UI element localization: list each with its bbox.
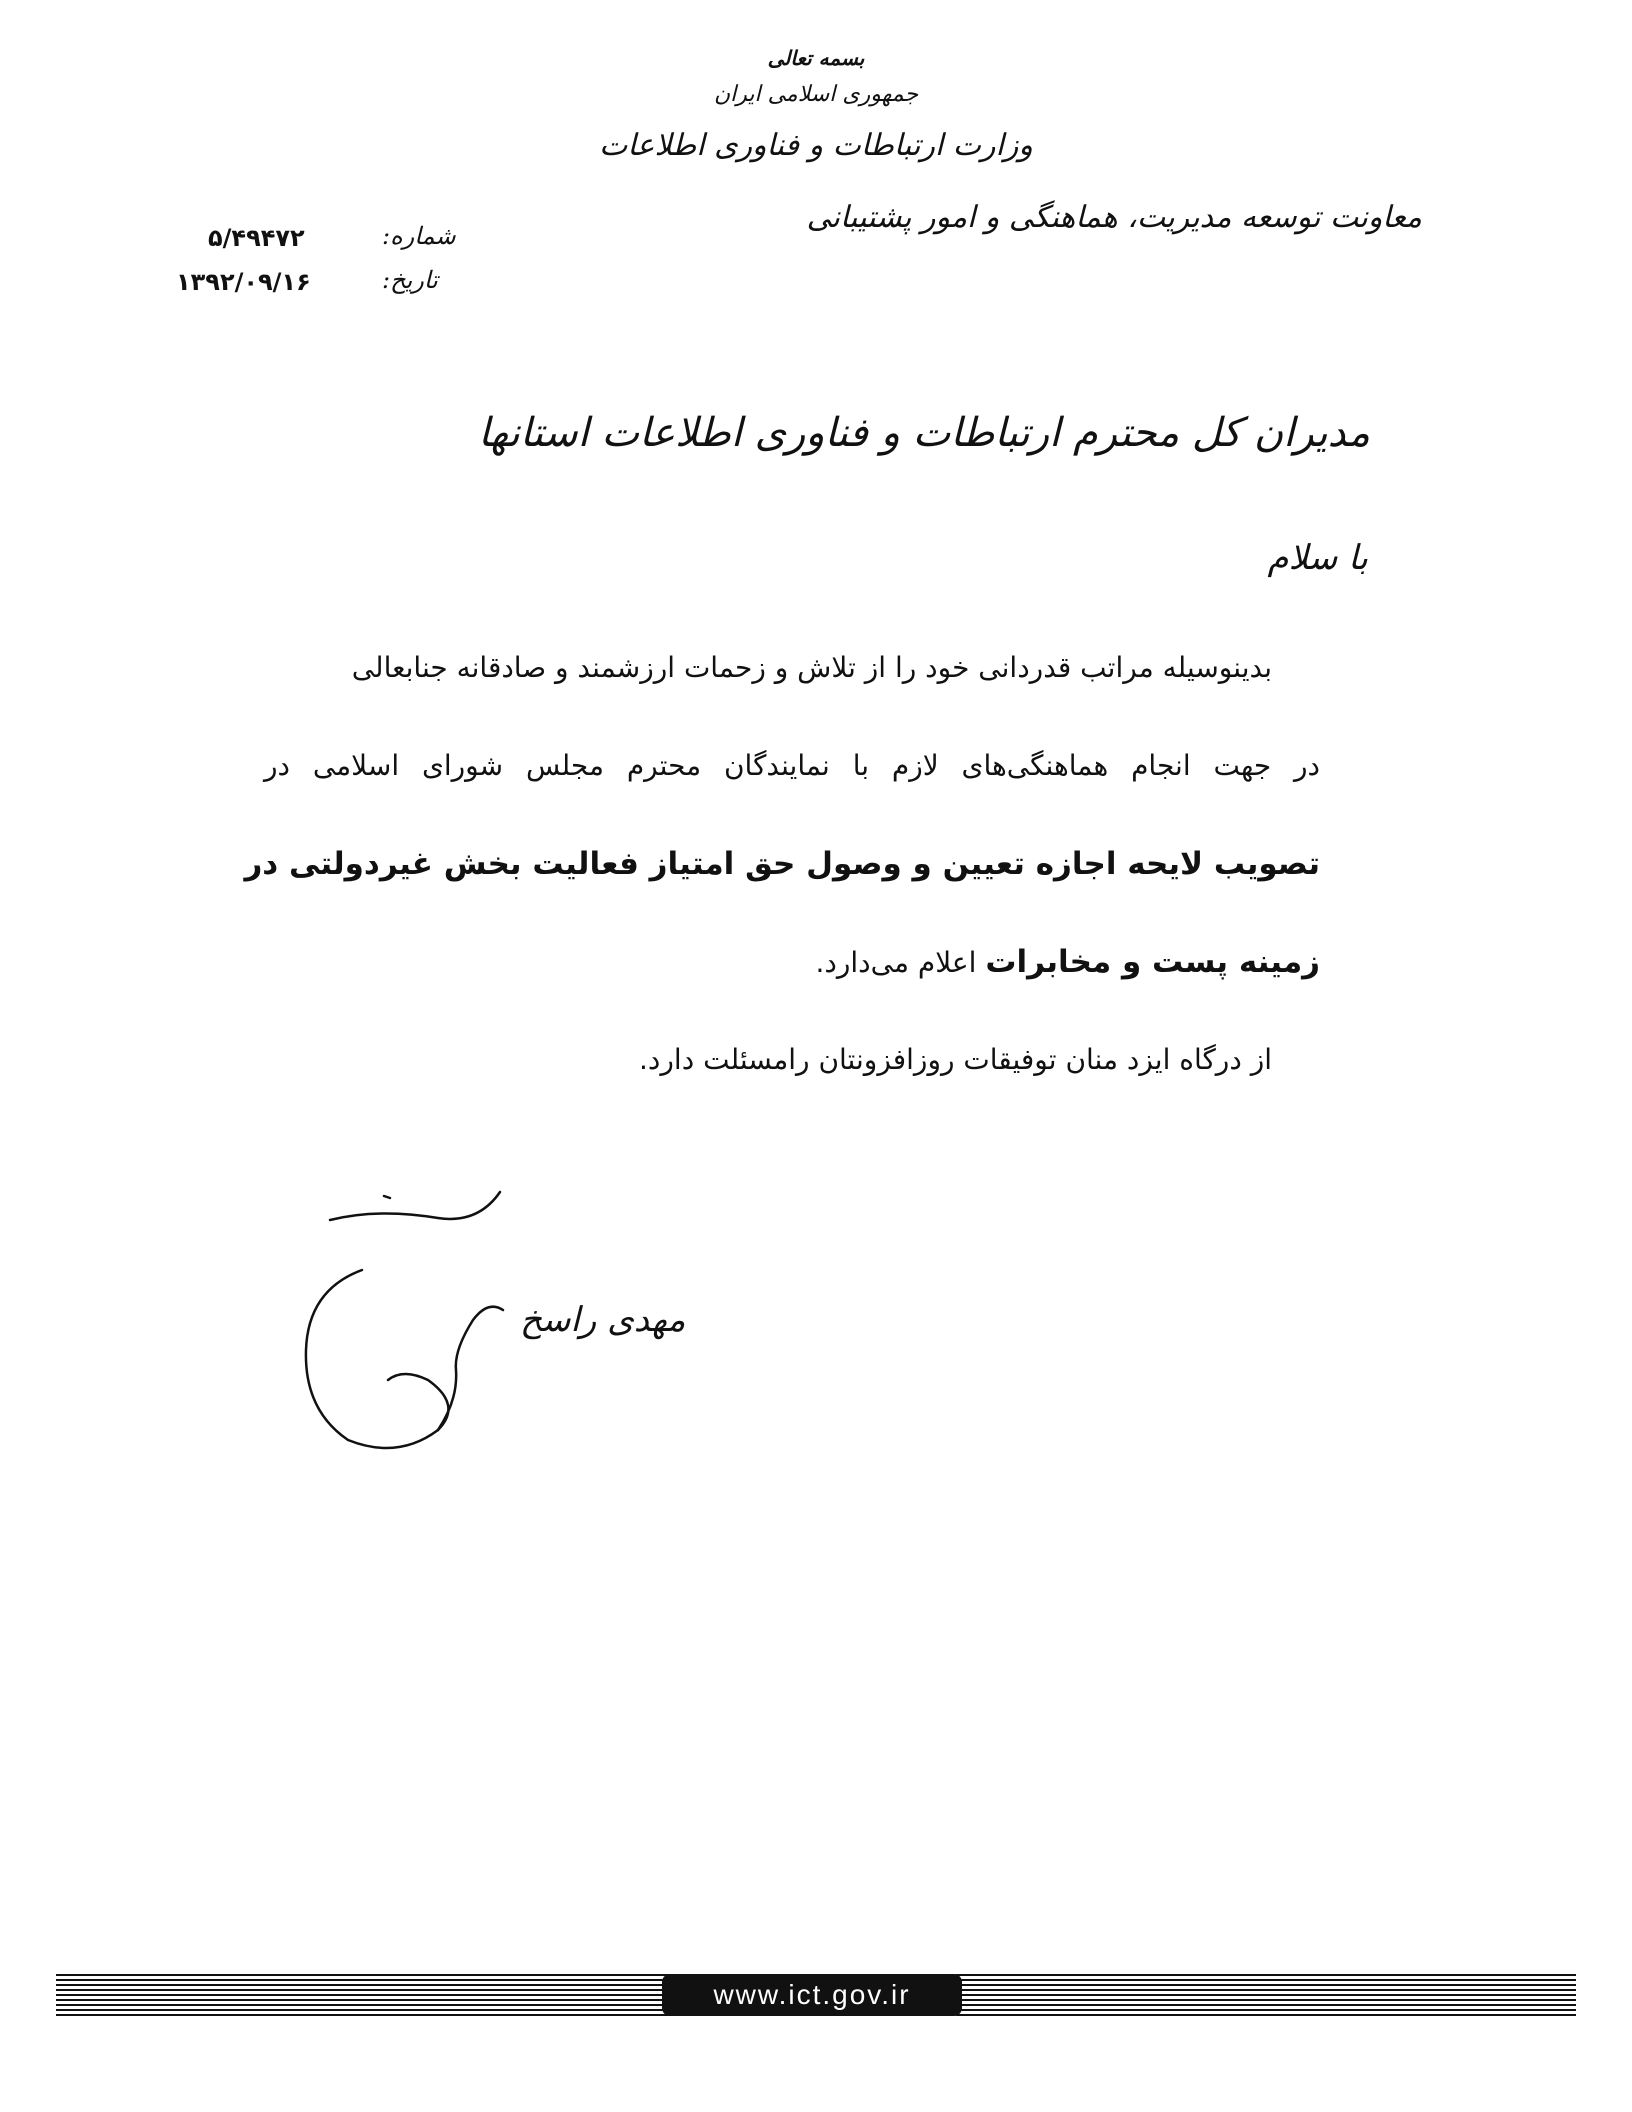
footer-rule-right — [956, 1974, 1576, 2016]
body-line-3: تصویب لایحه اجازه تعیین و وصول حق امتیاز فعالیت بخش غیردولتی در — [244, 846, 1320, 882]
letter-date-value: ۱۳۹۲/۰۹/۱۶ — [176, 268, 311, 296]
body-line-4 — [264, 942, 1320, 983]
republic-heading: جمهوری اسلامی ایران — [713, 82, 919, 107]
body-line-2: در جهت انجام هماهنگی‌های لازم با نمایندگان محترم مجلس شورای اسلامی در — [264, 749, 1320, 782]
signature-dot — [384, 1196, 390, 1198]
body-line-4-rest: اعلام می‌دارد. — [815, 946, 977, 979]
greeting: با سلام — [1267, 538, 1368, 578]
footer-rule-left — [56, 1974, 676, 2016]
ministry-heading: وزارت ارتباطات و فناوری اطلاعات — [599, 128, 1033, 163]
body-line-1: بدینوسیله مراتب قدردانی خود را از تلاش و زحمات ارزشمند و صادقانه جنابعالی — [351, 651, 1272, 684]
closing-line: از درگاه ایزد منان توفیقات روزافزونتان رامسئلت دارد. — [639, 1043, 1272, 1076]
bismillah-heading: بسمه تعالی — [767, 46, 865, 70]
signer-name: مهدی راسخ — [520, 1300, 686, 1340]
letter-number-label: شماره: — [382, 222, 456, 250]
body-line-4-bold: زمینه پست و مخابرات — [985, 944, 1320, 980]
footer-url[interactable]: www.ict.gov.ir — [662, 1974, 962, 2016]
department-heading: معاونت توسعه مدیریت، هماهنگی و امور پشتیبانی — [806, 200, 1422, 235]
addressee: مدیران کل محترم ارتباطات و فناوری اطلاعات استانها — [478, 410, 1370, 456]
signature-stroke-loop — [306, 1270, 449, 1448]
letter-date-label: تاریخ: — [382, 266, 438, 294]
handwritten-signature — [288, 1180, 528, 1480]
letter-number-value: ۵/۴۹۴۷۲ — [208, 224, 305, 252]
signature-stroke-top — [330, 1192, 500, 1220]
footer-bar — [56, 1974, 1576, 2016]
signature-stroke-tail — [438, 1307, 503, 1430]
